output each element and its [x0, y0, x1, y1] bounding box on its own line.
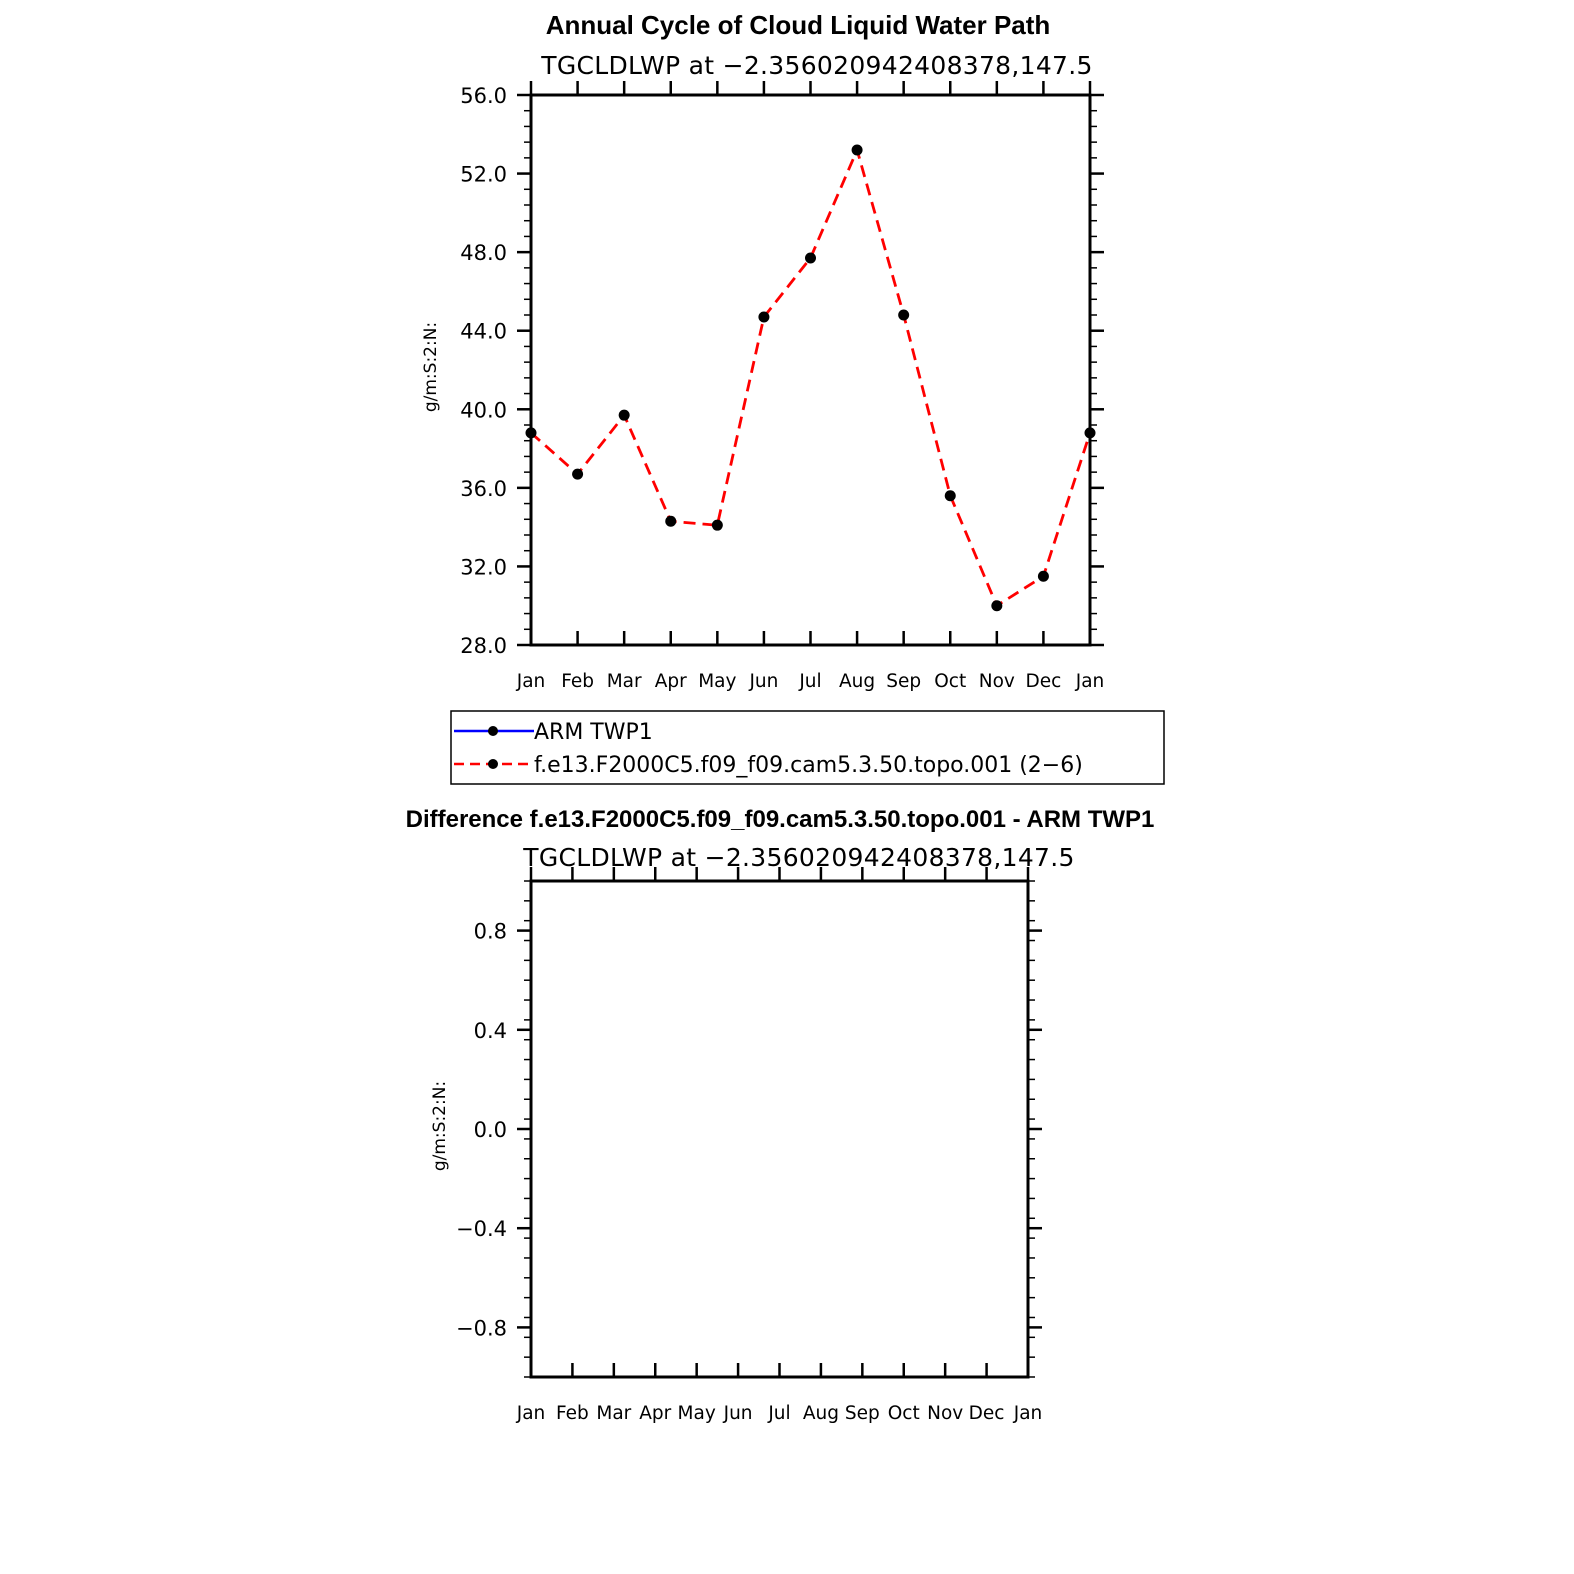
x-tick-label: Jan	[516, 671, 546, 692]
y-tick-label: 44.0	[460, 319, 507, 344]
x-tick-label: Aug	[802, 1403, 839, 1424]
top-x-tick-labels	[516, 671, 1105, 692]
top-axis-ticks	[517, 81, 1104, 645]
plot-frame	[531, 95, 1090, 645]
y-tick-label: 56.0	[460, 84, 507, 108]
y-tick-label: 52.0	[460, 162, 507, 187]
x-tick-label: Oct	[934, 671, 967, 692]
model-series	[526, 145, 1096, 612]
x-tick-label: Nov	[927, 1403, 964, 1424]
model-point	[665, 516, 676, 527]
x-tick-label: May	[698, 671, 737, 692]
y-tick-label: 36.0	[460, 476, 507, 501]
x-tick-label: Jul	[768, 1403, 791, 1424]
x-tick-label: Mar	[606, 671, 642, 692]
legend-marker-obs	[488, 726, 498, 736]
model-line	[531, 150, 1090, 606]
y-tick-label: −0.4	[456, 1217, 507, 1242]
model-point	[805, 253, 816, 264]
x-tick-label: Oct	[887, 1403, 920, 1424]
model-point	[619, 410, 630, 421]
model-point	[572, 469, 583, 480]
x-tick-label: Sep	[844, 1403, 880, 1424]
y-tick-label: 0.8	[473, 919, 507, 944]
y-tick-label: 48.0	[460, 241, 507, 266]
legend-marker-model	[488, 759, 498, 769]
x-tick-label: Jan	[1013, 1403, 1043, 1424]
bottom-y-tick-labels	[456, 920, 507, 1341]
bottom-axis-ticks	[517, 867, 1042, 1377]
x-tick-label: Mar	[596, 1403, 632, 1424]
x-tick-label: Dec	[968, 1403, 1005, 1424]
y-tick-label: 32.0	[460, 555, 507, 580]
model-point	[898, 310, 909, 321]
x-tick-label: Jun	[723, 1403, 753, 1424]
x-tick-label: Jan	[1075, 671, 1105, 692]
y-axis-label: g/m:S:2:N:	[421, 321, 441, 413]
x-tick-label: Dec	[1025, 671, 1062, 692]
x-tick-label: Nov	[978, 671, 1015, 692]
legend-label-obs: ARM TWP1	[534, 720, 653, 745]
x-tick-label: Aug	[839, 671, 876, 692]
x-tick-label: Apr	[654, 671, 687, 692]
top-y-tick-labels	[460, 84, 507, 658]
x-tick-label: Jan	[516, 1403, 546, 1424]
x-tick-label: Jul	[799, 671, 822, 692]
x-tick-label: Feb	[556, 1403, 589, 1424]
chart-title: Annual Cycle of Cloud Liquid Water Path	[545, 10, 1051, 40]
x-tick-label: Feb	[561, 671, 594, 692]
model-point	[852, 145, 863, 156]
chart-subtitle: TGCLDLWP at −2.356020942408378,147.5	[541, 51, 1093, 80]
difference-chart	[406, 806, 1155, 1424]
legend-label-model: f.e13.F2000C5.f09_f09.cam5.3.50.topo.001 (2−6)	[534, 753, 1083, 778]
legend	[451, 711, 1164, 784]
model-point	[758, 311, 769, 322]
difference-title: Difference f.e13.F2000C5.f09_f09.cam5.3.50.topo.001 - ARM TWP1	[405, 806, 1155, 833]
y-tick-label: 28.0	[460, 634, 507, 658]
y-tick-label: 40.0	[460, 398, 507, 423]
x-tick-label: May	[677, 1403, 716, 1424]
y-tick-label: −0.8	[456, 1316, 507, 1341]
y-tick-label: 0.0	[473, 1118, 507, 1142]
bottom-x-tick-labels	[516, 1403, 1043, 1424]
difference-plot-frame	[531, 881, 1028, 1377]
annual-cycle-chart	[421, 10, 1104, 692]
x-tick-label: Sep	[886, 671, 922, 692]
difference-y-axis-label: g/m:S:2:N:	[430, 1080, 450, 1172]
model-point	[1038, 571, 1049, 582]
difference-subtitle: TGCLDLWP at −2.356020942408378,147.5	[523, 843, 1075, 872]
model-point	[991, 600, 1002, 611]
model-point	[712, 520, 723, 531]
x-tick-label: Apr	[639, 1403, 672, 1424]
model-point	[945, 490, 956, 501]
x-tick-label: Jun	[749, 671, 779, 692]
y-tick-label: 0.4	[473, 1018, 507, 1043]
